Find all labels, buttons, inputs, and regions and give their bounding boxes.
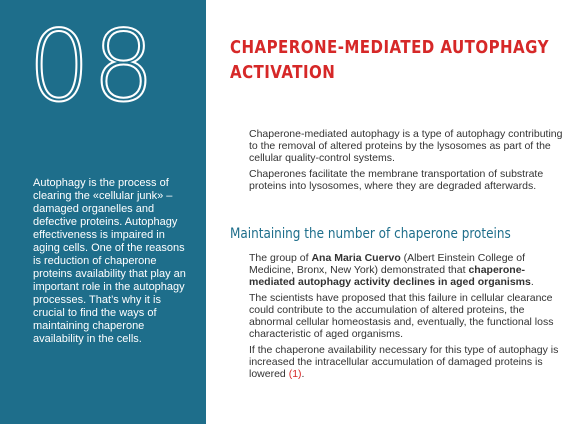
researcher-name: Ana Maria Cuervo bbox=[311, 252, 401, 264]
p1-pre: The group of bbox=[249, 252, 312, 264]
sidebar-summary: Autophagy is the process of clearing the «cellular junk» – damaged organelles and defective proteins. Autophagy effectiveness is impaired in aging cells. One of the reasons is reduction of chaperone proteins availability that play an important role in the autophagy processes. That’s why it is crucial to find the ways of maintaining chaperone availability in the cells. bbox=[33, 177, 186, 345]
sidebar-panel bbox=[0, 0, 206, 424]
page-title-line-2: ACTIVATION bbox=[230, 63, 336, 83]
page-title bbox=[230, 36, 549, 86]
section-paragraph-3 bbox=[249, 344, 571, 380]
section-body bbox=[249, 252, 571, 384]
section-heading: Maintaining the number of chaperone proteins bbox=[230, 226, 511, 242]
main-content bbox=[206, 0, 585, 424]
page-title-line-1: CHAPERONE-MEDIATED AUTOPHAGY bbox=[230, 38, 549, 58]
intro-text bbox=[249, 128, 567, 196]
intro-paragraph-2: Chaperones facilitate the membrane transportation of substrate proteins into lysosomes, where they are degraded afterwards. bbox=[249, 168, 544, 192]
p3-end: . bbox=[301, 368, 305, 380]
chapter-number: 08 bbox=[28, 10, 157, 124]
p1-mid: (Albert Einstein College of Medicine, Bronx, New York) demonstrated that bbox=[249, 252, 526, 276]
section-paragraph-1 bbox=[249, 252, 571, 288]
p3-pre: If the chaperone availability necessary for this type of autophagy is increased the intracellular accumulation of damaged proteins is lowered bbox=[249, 344, 559, 380]
reference-link[interactable]: (1) bbox=[288, 368, 302, 380]
key-finding: chaperone-mediated autophagy activity declines in aged organisms bbox=[249, 264, 531, 288]
p1-end: . bbox=[530, 276, 534, 288]
intro-paragraph-1: Chaperone-mediated autophagy is a type of autophagy contributing to the removal of altered proteins by the lysosomes as part of the cellular quality-control systems. bbox=[249, 128, 563, 164]
section-paragraph-2: The scientists have proposed that this failure in cellular clearance could contribute to the accumulation of altered proteins, the abnormal cellular homeostasis and, eventually, the functional loss characteristic of aged organisms. bbox=[249, 292, 554, 340]
